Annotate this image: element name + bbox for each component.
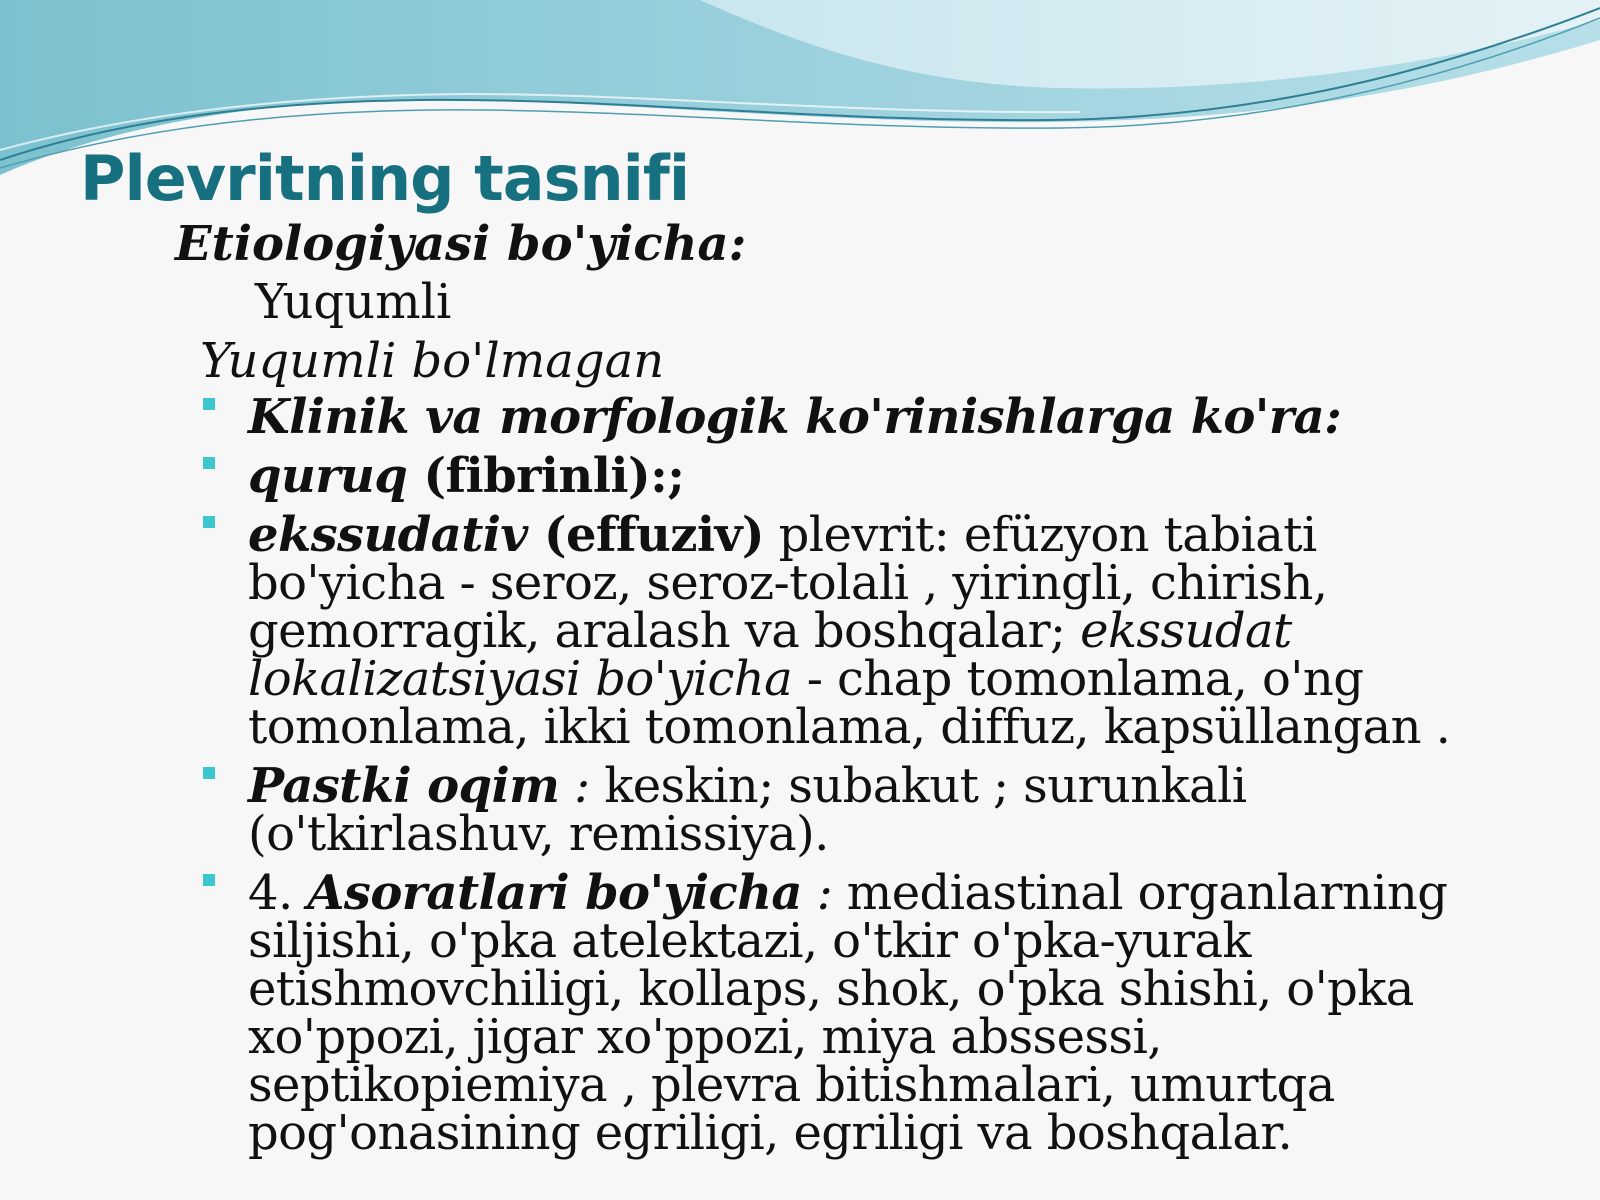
- bullet-text: Asoratlari bo'yicha: [307, 865, 802, 921]
- bullet-item-dry: [200, 448, 1520, 504]
- bullet-text: Pastki oqim: [248, 758, 560, 814]
- bullet-text: mediastinal organlarning siljishi, o'pka atelektazi, o'tkir o'pka-yurak etishmovchiligi, kollaps, shok, o'pka shishi, o'pka xo'ppozi, jigar xo'ppozi, miya abssessi, septikopiemiya , plevra bitishmalari, umurtqa pog'onasining egriligi, egriligi va boshqalar.: [248, 865, 1448, 1161]
- etiology-heading: Etiologiyasi bo'yicha:: [175, 216, 747, 272]
- bullet-square-icon: [203, 516, 215, 528]
- bullet-text: plevrit: efüzyon tabiati bo'yicha - seroz, seroz-tolali , yiringli, chirish, gemorragik, aralash va boshqalar;: [248, 507, 1328, 659]
- bullet-item-course: [200, 758, 1520, 862]
- slide-title: Plevritning tasnifi: [80, 142, 690, 215]
- bullet-text: quruq: [248, 448, 408, 504]
- bullet-text: Klinik va morfologik ko'rinishlarga ko'ra:: [248, 389, 1342, 445]
- bullet-text: ekssudativ: [248, 507, 528, 563]
- bullet-square-icon: [203, 457, 215, 469]
- bullet-text: keskin; subakut ; surunkali (o'tkirlashuv, remissiya).: [248, 758, 1247, 862]
- etiology-item-noninfectious: Yuqumli bo'lmagan: [200, 333, 665, 389]
- classification-bullet-list: [200, 389, 1520, 1168]
- bullet-text: :: [801, 865, 833, 921]
- bullet-text: (fibrinli):;: [407, 448, 685, 504]
- bullet-square-icon: [203, 398, 215, 410]
- bullet-text: (effuziv): [527, 507, 764, 563]
- bullet-text: :: [559, 758, 590, 814]
- bullet-text: 4.: [248, 865, 308, 921]
- bullet-square-icon: [203, 767, 215, 779]
- etiology-item-infectious: Yuqumli: [255, 274, 452, 330]
- bullet-square-icon: [203, 874, 215, 886]
- bullet-item-clinical: [200, 389, 1520, 445]
- bullet-item-exudative: [200, 507, 1520, 755]
- bullet-item-complications: [200, 865, 1520, 1161]
- bullet-text: ekssudat lokalizatsiyasi bo'yicha: [248, 603, 1292, 707]
- bullet-text: - chap tomonlama, o'ng tomonlama, ikki tomonlama, diffuz, kapsüllangan .: [248, 651, 1451, 755]
